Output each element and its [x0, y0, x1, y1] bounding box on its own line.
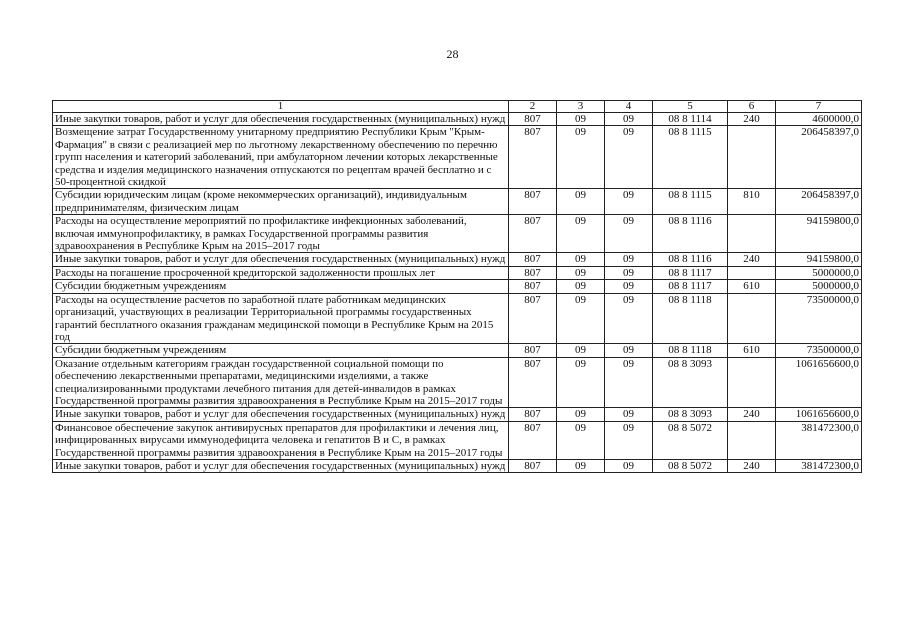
expense-name-cell: Субсидии бюджетным учреждениям: [53, 344, 509, 357]
subsection-code-cell: 09: [605, 459, 653, 472]
target-article-cell: 08 8 1118: [653, 293, 728, 344]
ministry-code-cell: 807: [509, 357, 557, 408]
target-article-cell: 08 8 5072: [653, 459, 728, 472]
header-cell-6: 6: [728, 101, 776, 113]
subsection-code-cell: 09: [605, 253, 653, 266]
expense-name-cell: Расходы на осуществление мероприятий по профилактике инфекционных заболеваний, включая иммунопрофилактику, в рамках Государственной программы развития здравоохранения в Республике Крым на 2015–2017 годы: [53, 215, 509, 253]
budget-table: [52, 100, 862, 473]
target-article-cell: 08 8 3093: [653, 408, 728, 421]
table-row: [53, 266, 862, 279]
amount-cell: 4600000,0: [776, 113, 862, 126]
amount-cell: 73500000,0: [776, 293, 862, 344]
subsection-code-cell: 09: [605, 280, 653, 293]
ministry-code-cell: 807: [509, 280, 557, 293]
expense-type-cell: [728, 421, 776, 459]
expense-name-cell: Иные закупки товаров, работ и услуг для обеспечения государственных (муниципальных) нужд: [53, 408, 509, 421]
target-article-cell: 08 8 1117: [653, 280, 728, 293]
header-cell-7: 7: [776, 101, 862, 113]
expense-type-cell: [728, 293, 776, 344]
target-article-cell: 08 8 1114: [653, 113, 728, 126]
header-cell-1: 1: [53, 101, 509, 113]
section-code-cell: 09: [557, 280, 605, 293]
expense-type-cell: 810: [728, 189, 776, 215]
section-code-cell: 09: [557, 189, 605, 215]
subsection-code-cell: 09: [605, 215, 653, 253]
expense-type-cell: 240: [728, 459, 776, 472]
table-row: [53, 113, 862, 126]
target-article-cell: 08 8 5072: [653, 421, 728, 459]
subsection-code-cell: 09: [605, 421, 653, 459]
subsection-code-cell: 09: [605, 344, 653, 357]
table-row: [53, 459, 862, 472]
expense-type-cell: [728, 266, 776, 279]
table-row: [53, 421, 862, 459]
expense-type-cell: 240: [728, 408, 776, 421]
header-row: [53, 101, 862, 113]
amount-cell: 381472300,0: [776, 459, 862, 472]
ministry-code-cell: 807: [509, 113, 557, 126]
table-row: [53, 253, 862, 266]
expense-name-cell: Иные закупки товаров, работ и услуг для обеспечения государственных (муниципальных) нужд: [53, 113, 509, 126]
ministry-code-cell: 807: [509, 344, 557, 357]
amount-cell: 206458397,0: [776, 126, 862, 189]
section-code-cell: 09: [557, 344, 605, 357]
amount-cell: 73500000,0: [776, 344, 862, 357]
amount-cell: 1061656600,0: [776, 408, 862, 421]
target-article-cell: 08 8 1117: [653, 266, 728, 279]
ministry-code-cell: 807: [509, 215, 557, 253]
expense-name-cell: Финансовое обеспечение закупок антивирусных препаратов для профилактики и лечения лиц, инфицированных вирусами иммунодефицита человека и гепатитов В и С, в рамках Государственной программы развития здравоохранения в Республике Крым на 2015–2017 годы: [53, 421, 509, 459]
header-cell-3: 3: [557, 101, 605, 113]
subsection-code-cell: 09: [605, 126, 653, 189]
subsection-code-cell: 09: [605, 189, 653, 215]
expense-name-cell: Расходы на осуществление расчетов по заработной плате работникам медицинских организаций, участвующих в реализации Территориальной программы государственных гарантий бесплатного оказания гражданам медицинской помощи в Республике Крым на 2015 год: [53, 293, 509, 344]
table-row: [53, 357, 862, 408]
target-article-cell: 08 8 1115: [653, 126, 728, 189]
section-code-cell: 09: [557, 421, 605, 459]
subsection-code-cell: 09: [605, 266, 653, 279]
expense-name-cell: Расходы на погашение просроченной кредиторской задолженности прошлых лет: [53, 266, 509, 279]
section-code-cell: 09: [557, 266, 605, 279]
page-number: 28: [446, 47, 459, 61]
ministry-code-cell: 807: [509, 459, 557, 472]
subsection-code-cell: 09: [605, 408, 653, 421]
amount-cell: 94159800,0: [776, 253, 862, 266]
target-article-cell: 08 8 1118: [653, 344, 728, 357]
ministry-code-cell: 807: [509, 266, 557, 279]
header-cell-5: 5: [653, 101, 728, 113]
section-code-cell: 09: [557, 357, 605, 408]
ministry-code-cell: 807: [509, 408, 557, 421]
amount-cell: 381472300,0: [776, 421, 862, 459]
expense-type-cell: 610: [728, 344, 776, 357]
ministry-code-cell: 807: [509, 189, 557, 215]
amount-cell: 5000000,0: [776, 280, 862, 293]
subsection-code-cell: 09: [605, 113, 653, 126]
section-code-cell: 09: [557, 408, 605, 421]
table-row: [53, 344, 862, 357]
header-cell-4: 4: [605, 101, 653, 113]
expense-type-cell: [728, 215, 776, 253]
expense-name-cell: Субсидии бюджетным учреждениям: [53, 280, 509, 293]
section-code-cell: 09: [557, 293, 605, 344]
expense-name-cell: Иные закупки товаров, работ и услуг для обеспечения государственных (муниципальных) нужд: [53, 253, 509, 266]
amount-cell: 206458397,0: [776, 189, 862, 215]
amount-cell: 94159800,0: [776, 215, 862, 253]
target-article-cell: 08 8 1116: [653, 215, 728, 253]
amount-cell: 5000000,0: [776, 266, 862, 279]
section-code-cell: 09: [557, 215, 605, 253]
expense-name-cell: Иные закупки товаров, работ и услуг для обеспечения государственных (муниципальных) нужд: [53, 459, 509, 472]
section-code-cell: 09: [557, 459, 605, 472]
table-row: [53, 280, 862, 293]
expense-name-cell: Возмещение затрат Государственному унитарному предприятию Республики Крым "Крым-Фармация" в связи с реализацией мер по льготному лекарственному обеспечению по перечню групп населения и категорий заболеваний, при амбулаторном лечении которых лекарственные средства и изделия медицинского назначения отпускаются по рецептам врачей бесплатно и с 50-процентной скидкой: [53, 126, 509, 189]
table-row: [53, 408, 862, 421]
table-row: [53, 126, 862, 189]
target-article-cell: 08 8 1115: [653, 189, 728, 215]
table-row: [53, 293, 862, 344]
ministry-code-cell: 807: [509, 253, 557, 266]
subsection-code-cell: 09: [605, 293, 653, 344]
target-article-cell: 08 8 1116: [653, 253, 728, 266]
ministry-code-cell: 807: [509, 293, 557, 344]
expense-type-cell: 240: [728, 113, 776, 126]
section-code-cell: 09: [557, 126, 605, 189]
expense-type-cell: 610: [728, 280, 776, 293]
ministry-code-cell: 807: [509, 126, 557, 189]
ministry-code-cell: 807: [509, 421, 557, 459]
table-row: [53, 189, 862, 215]
expense-type-cell: [728, 357, 776, 408]
header-cell-2: 2: [509, 101, 557, 113]
section-code-cell: 09: [557, 113, 605, 126]
amount-cell: 1061656600,0: [776, 357, 862, 408]
expense-name-cell: Оказание отдельным категориям граждан государственной социальной помощи по обеспечению лекарственными препаратами, медицинскими изделиями, а также специализированными продуктами лечебного питания для детей-инвалидов в рамках Государственной программы развития здравоохранения в Республике Крым на 2015–2017 годы: [53, 357, 509, 408]
section-code-cell: 09: [557, 253, 605, 266]
table-row: [53, 215, 862, 253]
subsection-code-cell: 09: [605, 357, 653, 408]
expense-type-cell: 240: [728, 253, 776, 266]
expense-name-cell: Субсидии юридическим лицам (кроме некоммерческих организаций), индивидуальным предпринимателям, физическим лицам: [53, 189, 509, 215]
expense-type-cell: [728, 126, 776, 189]
target-article-cell: 08 8 3093: [653, 357, 728, 408]
